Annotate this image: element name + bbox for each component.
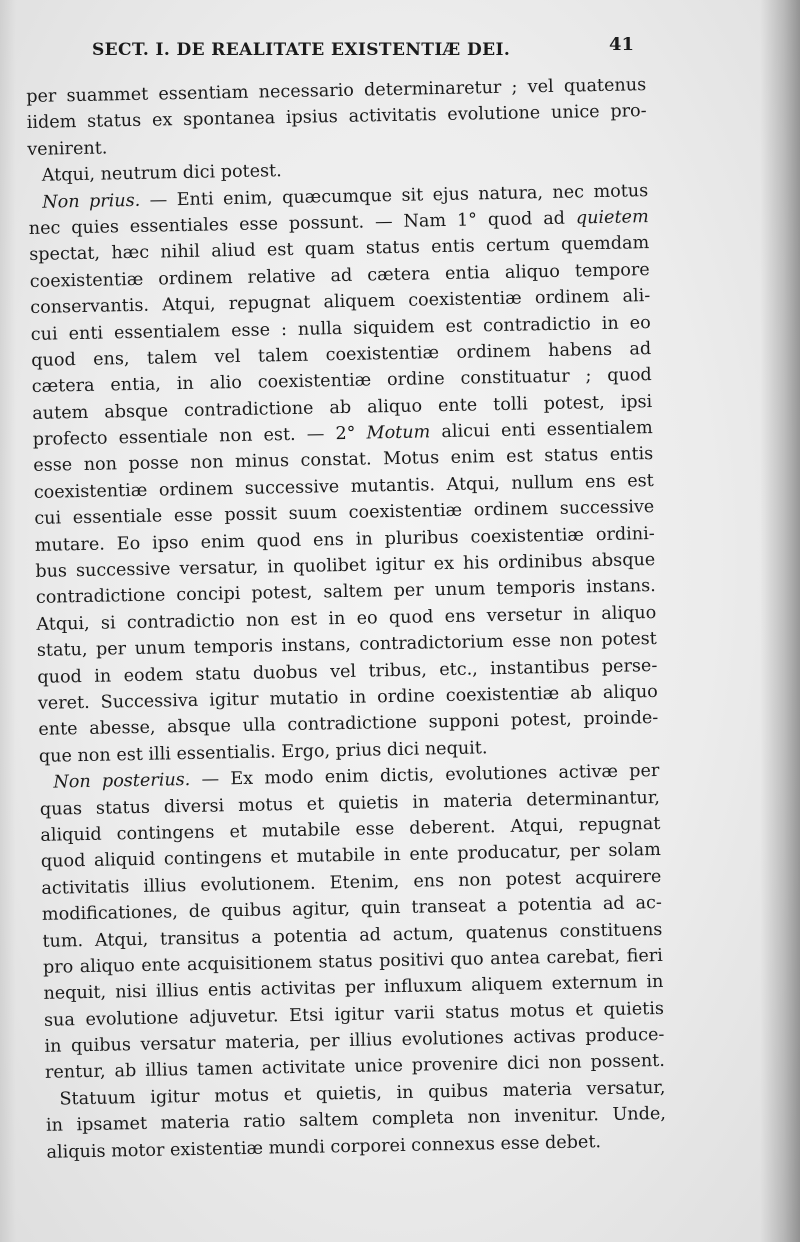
text-run: Statuum igitur motus et quietis, in quibus materia versatur, bbox=[59, 1077, 666, 1110]
italic-text: Motum bbox=[366, 422, 431, 444]
text-run: nec quies essentiales esse possunt. — Nam 1° quod ad bbox=[28, 208, 577, 239]
text-run: sua evolutione adjuvetur. Etsi igitur varii status motus et quietis bbox=[43, 998, 665, 1031]
text-run: que non est illi essentialis. Ergo, prius dici nequit. bbox=[38, 738, 488, 767]
text-run: veret. Successiva igitur mutatio in ordine coexistentiæ ab aliquo bbox=[37, 681, 658, 714]
text-run: cui essentiale esse possit suum coexistentiæ ordinem successive bbox=[34, 497, 655, 530]
page-header bbox=[88, 30, 634, 66]
text-run: in quibus versatur materia, per illius evolutiones activas produce- bbox=[44, 1024, 665, 1057]
text-run: quod in eodem statu duobus vel tribus, etc., instantibus perse- bbox=[37, 655, 658, 688]
text-run: spectat, hæc nihil aliud est quam status entis certum quemdam bbox=[29, 233, 650, 266]
text-run: in ipsamet materia ratio saltem completa non invenitur. Unde, bbox=[45, 1104, 667, 1137]
text-run: — Ex modo enim dictis, evolutiones activæ per bbox=[190, 761, 660, 791]
text-run: venirent. bbox=[27, 138, 108, 160]
text-run: autem absque contradictione ab aliquo ente tolli potest, ipsi bbox=[32, 391, 653, 424]
text-run: rentur, ab illius tamen activitate unice provenire dici non possent. bbox=[44, 1051, 666, 1084]
text-run: Atqui, neutrum dici potest. bbox=[41, 161, 282, 186]
page-shadow-left bbox=[0, 0, 16, 1242]
text-run: quod ens, talem vel talem coexistentiæ ordinem habens ad bbox=[31, 338, 652, 371]
text-run: quod aliquid contingens et mutabile in ente producatur, per solam bbox=[40, 840, 662, 873]
text-run: activitatis illius evolutionem. Etenim, ens non potest acquirere bbox=[41, 866, 662, 899]
text-run: contradictione concipi potest, saltem per unum temporis instans. bbox=[35, 576, 656, 609]
text-run: coexistentiæ ordinem relative ad cætera entia aliquo tempore bbox=[29, 259, 650, 292]
text-run: coexistentiæ ordinem successive mutantis. Atqui, nullum ens est bbox=[33, 470, 654, 503]
text-run: cui enti essentialem esse : nulla siquidem est contradictio in eo bbox=[30, 312, 651, 345]
text-run: alicui enti essentialem bbox=[430, 418, 653, 443]
text-run: tum. Atqui, transitus a potentia ad actum, quatenus constituens bbox=[42, 919, 663, 952]
italic-text: Non prius. bbox=[42, 190, 141, 213]
text-run: ente abesse, absque ulla contradictione supponi potest, proinde- bbox=[38, 708, 659, 741]
text-run: mutare. Eo ipso enim quod ens in pluribus coexistentiæ ordini- bbox=[34, 523, 655, 556]
body-text bbox=[26, 72, 667, 1174]
text-run: bus successive versatur, in quolibet igitur ex his ordinibus absque bbox=[35, 550, 656, 582]
text-run: aliquis motor existentiæ mundi corporei connexus esse debet. bbox=[46, 1131, 602, 1163]
text-run: per suammet essentiam necessario determinaretur ; vel quatenus bbox=[26, 75, 647, 107]
text-run: — Enti enim, quæcumque sit ejus natura, nec motus bbox=[140, 180, 649, 211]
italic-text: Non posterius. bbox=[53, 770, 191, 793]
running-head: SECT. I. DE REALITATE EXISTENTIÆ DEI. bbox=[92, 40, 511, 60]
italic-text: quietem bbox=[575, 207, 649, 229]
text-run: conservantis. Atqui, repugnat aliquem coexistentiæ ordinem ali- bbox=[30, 286, 651, 319]
text-run: quas status diversi motus et quietis in materia determinantur, bbox=[39, 787, 661, 820]
text-run: nequit, nisi illius entis activitas per influxum aliquem externum in bbox=[43, 972, 664, 1005]
text-run: pro aliquo ente acquisitionem status positivi quo antea carebat, fieri bbox=[42, 945, 664, 978]
text-run: Atqui, si contradictio non est in eo quod ens versetur in aliquo bbox=[36, 602, 657, 635]
text-run: esse non posse non minus constat. Motus enim est status entis bbox=[33, 444, 654, 477]
text-run: profecto essentiale non est. — 2° bbox=[32, 423, 367, 451]
page-gutter-shadow bbox=[760, 0, 800, 1242]
page-number: 41 bbox=[608, 34, 634, 55]
text-run: modificationes, de quibus agitur, quin transeat a potentia ad ac- bbox=[41, 893, 663, 925]
text-run: statu, per unum temporis instans, contradictorium esse non potest bbox=[36, 629, 657, 662]
text-run: iidem status ex spontanea ipsius activitatis evolutione unice pro- bbox=[26, 101, 647, 134]
text-run: aliquid contingens et mutabile esse deberent. Atqui, repugnat bbox=[40, 813, 661, 846]
text-run: cætera entia, in alio coexistentiæ ordine constituatur ; quod bbox=[31, 365, 652, 398]
